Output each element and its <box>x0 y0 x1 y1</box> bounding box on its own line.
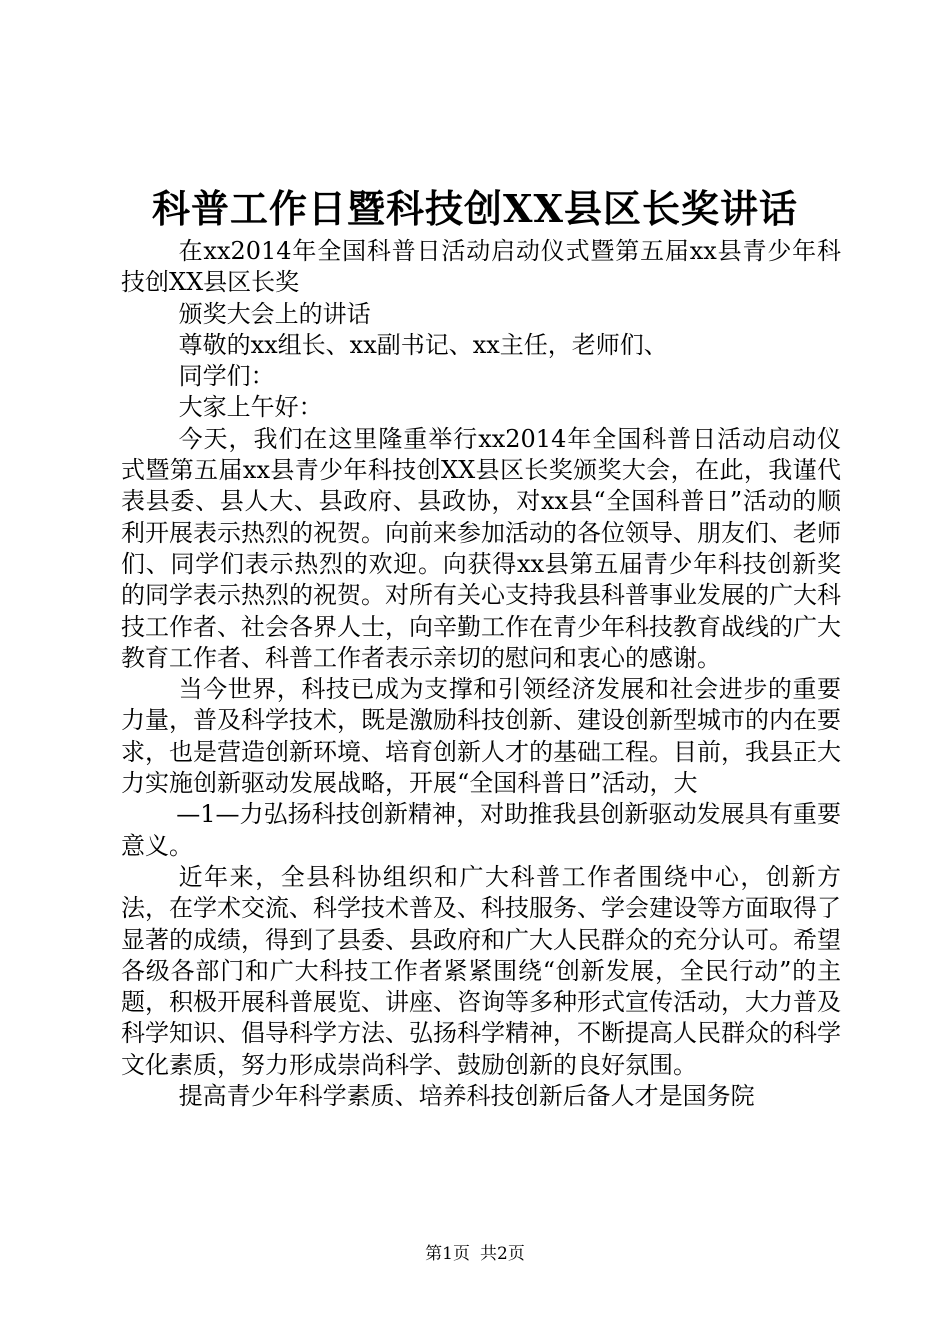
paragraph-today: 今天，我们在这里隆重举行xx2014年全国科普日活动启动仪式暨第五届xx县青少年科技创XX县区长奖颁奖大会，在此，我谨代表县委、县人大、县政府、县政协，对xx县“全国科普日”活动的顺利开展表示热烈的祝贺。向前来参加活动的各位领导、朋友们、老师们、同学们表示热烈的欢迎。向获得xx县第五届青少年科技创新奖的同学表示热烈的祝贺。对所有关心支持我县科普事业发展的广大科技工作者、社会各界人士，向辛勤工作在青少年科技教育战线的广大教育工作者、科普工作者表示亲切的慰问和衷心的感谢。 <box>121 424 841 672</box>
paragraph-subtitle: 颁奖大会上的讲话 <box>178 299 371 328</box>
paragraph-salutation-cont: 同学们： <box>178 362 275 391</box>
paragraph-recent-years: 近年来，全县科协组织和广大科普工作者围绕中心，创新方法，在学术交流、科学技术普及、科技服务、学会建设等方面取得了显著的成绩，得到了县委、县政府和广大人民群众的充分认可。希望各级各部门和广大科技工作者紧紧围绕“创新发展，全民行动”的主题，积极开展科普展览、讲座、咨询等多种形式宣传活动，大力普及科学知识、倡导科学方法、弘扬科学精神，不断提高人民群众的科学文化素质，努力形成崇尚科学、鼓励创新的良好氛围。 <box>121 862 841 1079</box>
page-footer <box>0 1242 950 1266</box>
paragraph-opening: 在xx2014年全国科普日活动启动仪式暨第五届xx县青少年科技创XX县区长奖 <box>121 237 841 297</box>
document-title: 科普工作日暨科技创XX县区长奖讲话 <box>152 186 798 231</box>
document-body <box>121 236 841 1112</box>
paragraph-significance: —1—力弘扬科技创新精神，对助推我县创新驱动发展具有重要意义。 <box>121 800 841 860</box>
paragraph-world: 当今世界，科技已成为支撑和引领经济发展和社会进步的重要力量，普及科学技术，既是激励科技创新、建设创新型城市的内在要求，也是营造创新环境、培育创新人才的基础工程。目前，我县正大力实施创新驱动发展战略，开展“全国科普日”活动，大 <box>121 675 841 798</box>
paragraph-salutation: 尊敬的xx组长、xx副书记、xx主任，老师们、 <box>178 330 668 359</box>
page-number-current: 第1页 <box>425 1244 470 1264</box>
paragraph-youth: 提高青少年科学素质、培养科技创新后备人才是国务院 <box>178 1082 755 1111</box>
page-number-total: 共2页 <box>480 1244 525 1264</box>
paragraph-greeting: 大家上午好： <box>178 393 323 422</box>
